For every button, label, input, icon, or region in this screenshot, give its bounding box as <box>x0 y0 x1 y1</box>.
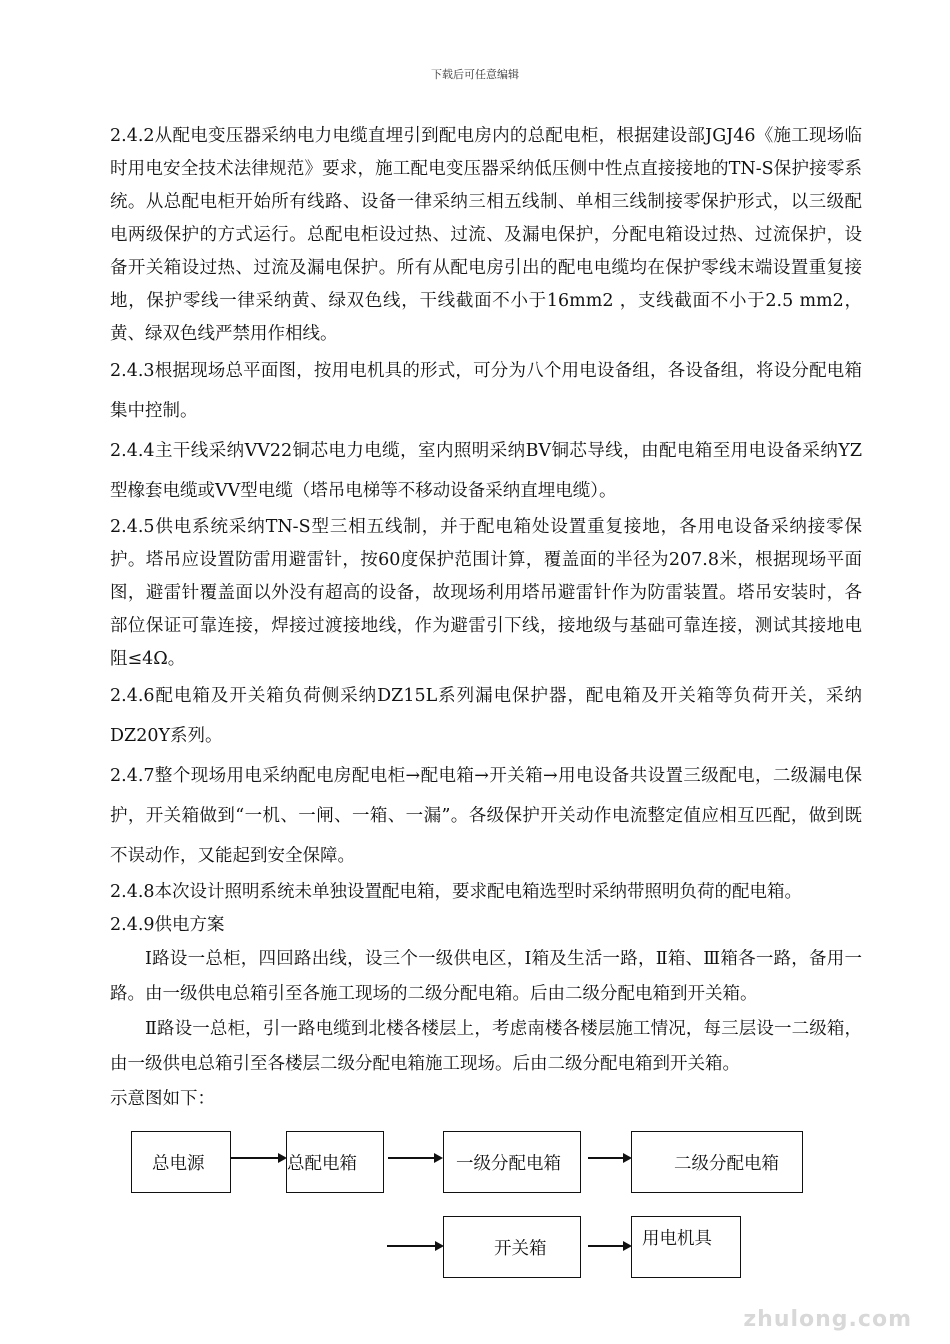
plan-route-2: Ⅱ路设一总柜，引一路电缆到北楼各楼层上，考虑南楼各楼层施工情况，每三层设一二级箱，由一级供电总箱引至各楼层二级分配电箱施工现场。后由二级分配电箱到开关箱。 <box>110 1019 862 1074</box>
paragraph-2-4-9: 2.4.9供电方案 <box>110 915 225 935</box>
paragraph-2-4-5: 2.4.5供电系统采纳TN-S型三相五线制，并于配电箱处设置重复接地，各用电设备采纳接零保护。塔吊应设置防雷用避雷针，按60度保护范围计算，覆盖面的半径为207.8米，根据现场平面图，避雷针覆盖面以外没有超高的设备，故现场利用塔吊避雷针作为防雷装置。塔吊安装时，各部位保证可靠连接，焊接过渡接地线，作为避雷引下线，接地级与基础可靠连接，测试其接地电阻≤4Ω。 <box>110 517 862 669</box>
diagram-box-electrical-equipment: 用电机具 <box>631 1216 741 1278</box>
paragraph-2-4-2: 2.4.2从配电变压器采纳电力电缆直埋引到配电房内的总配电柜，根据建设部JGJ46《施工现场临时用电安全技术法律规范》要求，施工配电变压器采纳低压侧中性点直接接地的TN-S保护接零系统。从总配电柜开始所有线路、设备一律采纳三相五线制、单相三线制接零保护形式，以三级配电两级保护的方式运行。总配电柜设过热、过流、及漏电保护，分配电箱设过热、过流保护，设备开关箱设过热、过流及漏电保护。所有从配电房引出的配电电缆均在保护零线末端设置重复接地，保护零线一律采纳黄、绿双色线，干线截面不小于16mm2 ，支线截面不小于2.5 mm2，黄、绿双色线严禁用作相线。 <box>110 126 862 344</box>
diagram-arrow <box>588 1245 630 1247</box>
paragraph-2-4-7: 2.4.7整个现场用电采纳配电房配电柜→配电箱→开关箱→用电设备共设置三级配电，二级漏电保护，开关箱做到“一机、一闸、一箱、一漏”。各级保护开关动作电流整定值应相互匹配，做到既不误动作，又能起到安全保障。 <box>110 766 862 866</box>
diagram-box-switch-box: 开关箱 <box>443 1216 581 1278</box>
diagram-box-main-distribution: 总配电箱 <box>286 1131 384 1193</box>
diagram-box-main-power: 总电源 <box>131 1131 231 1193</box>
diagram-caption: 示意图如下： <box>110 1089 215 1109</box>
document-body <box>110 120 862 1117</box>
watermark-logo: zhulong.com <box>743 1307 912 1332</box>
page-header: 下载后可任意编辑 <box>431 68 519 81</box>
diagram-box-level1-distribution: 一级分配电箱 <box>443 1131 581 1193</box>
diagram-arrow <box>231 1157 285 1159</box>
paragraph-2-4-4: 2.4.4主干线采纳VV22铜芯电力电缆，室内照明采纳BV铜芯导线，由配电箱至用电设备采纳YZ型橡套电缆或VV型电缆（塔吊电梯等不移动设备采纳直埋电缆）。 <box>110 441 862 501</box>
plan-route-1: Ⅰ路设一总柜，四回路出线，设三个一级供电区，Ⅰ箱及生活一路，Ⅱ箱、Ⅲ箱各一路，备用一路。由一级供电总箱引至各施工现场的二级分配电箱。后由二级分配电箱到开关箱。 <box>110 949 862 1004</box>
diagram-arrow <box>588 1157 630 1159</box>
paragraph-2-4-3: 2.4.3根据现场总平面图，按用电机具的形式，可分为八个用电设备组，各设备组，将设分配电箱集中控制。 <box>110 361 862 421</box>
diagram-arrow <box>387 1245 442 1247</box>
paragraph-2-4-6: 2.4.6配电箱及开关箱负荷侧采纳DZ15L系列漏电保护器，配电箱及开关箱等负荷开关，采纳DZ20Y系列。 <box>110 686 862 746</box>
paragraph-2-4-8: 2.4.8本次设计照明系统未单独设置配电箱，要求配电箱选型时采纳带照明负荷的配电箱。 <box>110 882 803 902</box>
diagram-arrow <box>388 1157 441 1159</box>
diagram-box-level2-distribution: 二级分配电箱 <box>631 1131 803 1193</box>
